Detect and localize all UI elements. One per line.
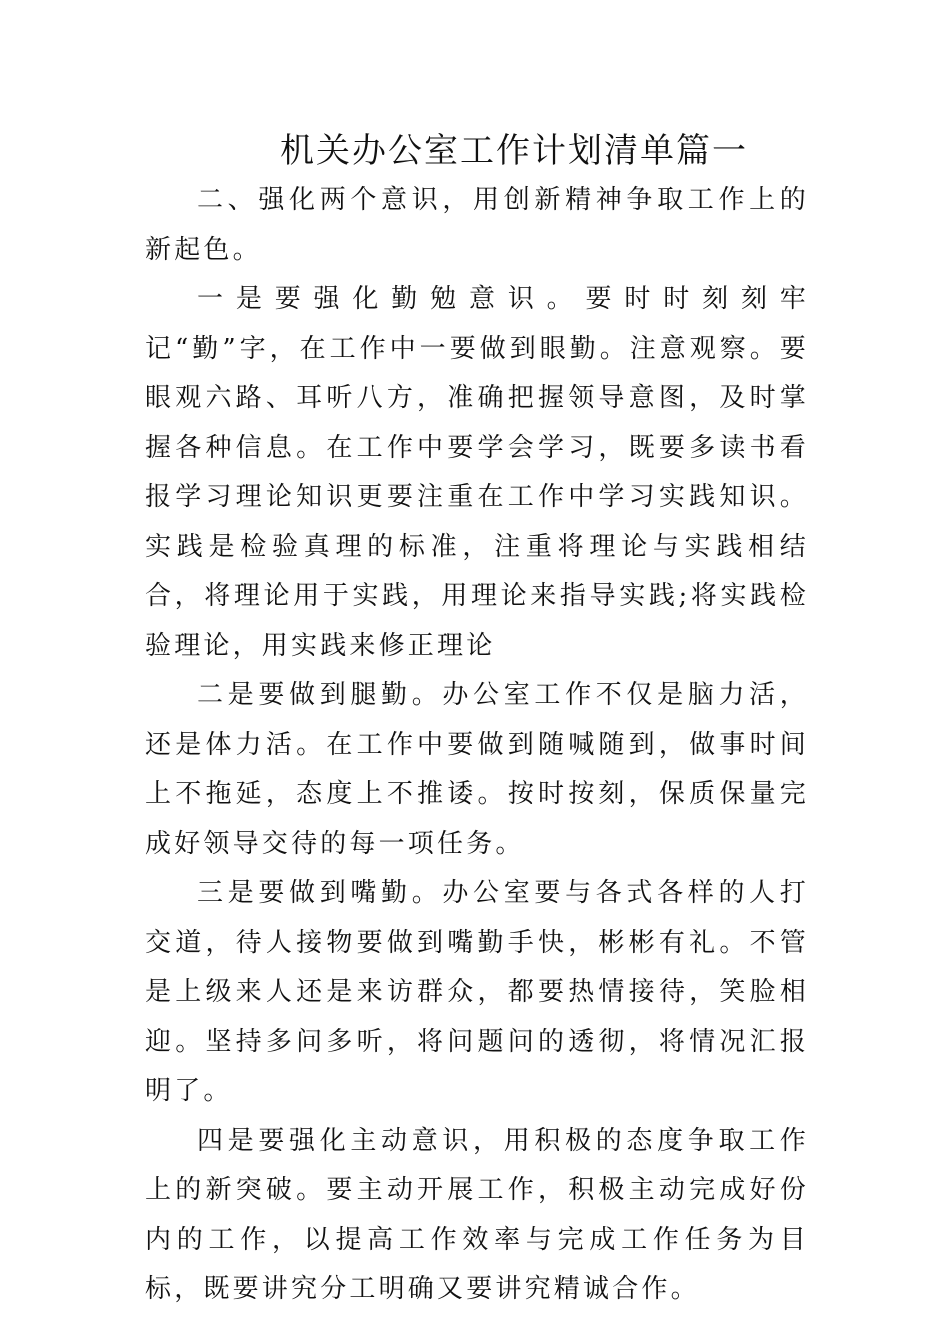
paragraph-diligence-eyes: 一是要强化勤勉意识。要时时刻刻牢记“勤”字，在工作中一要做到眼勤。注意观察。要眼观六路、耳听八方，准确把握领导意图，及时掌握各种信息。在工作中要学会学习，既要多读书看报学习理论知识更要注重在工作中学习实践知识。实践是检验真理的标准，注重将理论与实践相结合，将理论用于实践，用理论来指导实践;将实践检验理论，用实践来修正理论: [145, 284, 809, 661]
document-body: [145, 176, 809, 1315]
paragraph-section-two: 二、强化两个意识，用创新精神争取工作上的新起色。: [145, 185, 809, 265]
document-title: 机关办公室工作计划清单篇一: [280, 131, 748, 171]
paragraph-diligence-legs: 二是要做到腿勤。办公室工作不仅是脑力活，还是体力活。在工作中要做到随喊随到，做事时间上不拖延，态度上不推诿。按时按刻，保质保量完成好领导交待的每一项任务。: [145, 680, 809, 859]
paragraph-initiative: 四是要强化主动意识，用积极的态度争取工作上的新突破。要主动开展工作，积极主动完成好份内的工作，以提高工作效率与完成工作任务为目标，既要讲究分工明确又要讲究精诚合作。: [145, 1125, 809, 1304]
paragraph-diligence-mouth: 三是要做到嘴勤。办公室要与各式各样的人打交道，待人接物要做到嘴勤手快，彬彬有礼。不管是上级来人还是来访群众，都要热情接待，笑脸相迎。坚持多问多听，将问题问的透彻，将情况汇报明了。: [145, 878, 809, 1106]
